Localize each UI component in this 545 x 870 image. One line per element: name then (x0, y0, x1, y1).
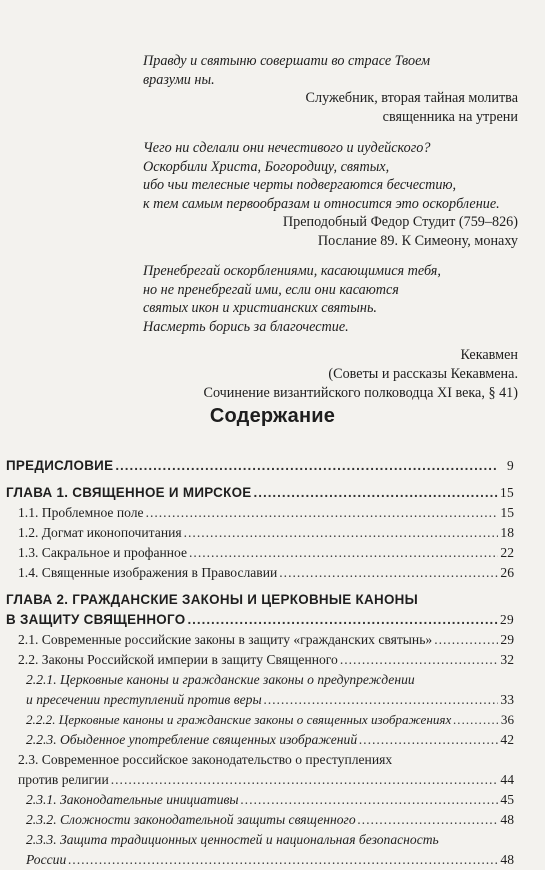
toc-page-number: 33 (500, 692, 514, 707)
epigraph-line: Правду и святыню совершати во страсе Твоем (143, 53, 431, 69)
toc-entry-1-4[interactable] (6, 563, 514, 583)
toc-entry-title: 1.4. Священные изображения в Православии (18, 565, 278, 580)
toc-entry-title: 1.2. Догмат иконопочитания (18, 525, 182, 540)
toc-entry-chapter-1[interactable] (6, 483, 514, 503)
toc-entry-title: 2.3.1. Законодательные инициативы (26, 792, 239, 807)
epigraph-line: вразуми ны. (143, 71, 215, 88)
toc-page-number: 15 (500, 485, 514, 500)
epigraph-attribution: священника на утрени (382, 108, 518, 125)
epigraph-line: Пренебрегай оскорблениями, касающимися тебя, (143, 263, 441, 279)
toc-entry-preface[interactable] (6, 456, 514, 476)
epigraph-line: ибо чьи телесные черты подвергаются бесчестию, (143, 177, 457, 194)
toc-dot-leader (340, 650, 498, 670)
toc-entry-2-2[interactable] (6, 650, 514, 670)
toc-dot-leader (254, 483, 498, 503)
toc-entry-title: 2.2.2. Церковные каноны и гражданские законы о священных изображениях (26, 712, 452, 727)
epigraph-line: Насмерть борись за благочестие. (143, 318, 349, 335)
toc-entry-2-3-line1[interactable]: 2.3. Современное российское законодательство о преступлениях (18, 752, 393, 767)
toc-page-number: 26 (500, 565, 514, 580)
toc-entry-chapter-2-line1[interactable]: ГЛАВА 2. ГРАЖДАНСКИЕ ЗАКОНЫ И ЦЕРКОВНЫЕ КАНОНЫ (6, 592, 419, 607)
toc-page-number: 48 (500, 812, 514, 827)
epigraph-attribution: Преподобный Федор Студит (759–826) (282, 214, 518, 231)
epigraph-line: святых икон и христианских святынь. (143, 300, 377, 317)
toc-dot-leader (241, 790, 498, 810)
toc-entry-title: 2.1. Современные российские законы в защиту «гражданских святынь» (18, 632, 433, 647)
toc-entry-title: ГЛАВА 1. СВЯЩЕННОЕ И МИРСКОЕ (6, 485, 252, 500)
epigraph-attribution: Кекавмен (460, 347, 518, 364)
toc-page-number: 36 (500, 712, 514, 727)
epigraph-line: Оскорбили Христа, Богородицу, святых, (143, 158, 390, 175)
toc-dot-leader (187, 610, 498, 630)
toc-entry-2-2-1-line1[interactable]: 2.2.1. Церковные каноны и гражданские законы о предупреждении (26, 672, 415, 687)
toc-dot-leader (115, 456, 498, 476)
epigraph-attribution: Сочинение византийского полководца XI века, § 41) (203, 384, 518, 401)
toc-page-number: 18 (500, 525, 514, 540)
toc-page-number: 9 (507, 458, 514, 473)
table-of-contents (6, 456, 514, 870)
epigraph-line: но не пренебрегай ими, если они касаются (143, 281, 399, 298)
toc-entry-title: 1.3. Сакральное и профанное (18, 545, 188, 560)
epigraph-line: к тем самым первообразам и относится это оскорбление. (143, 195, 500, 212)
toc-dot-leader (264, 690, 498, 710)
toc-page-number: 45 (500, 792, 514, 807)
toc-dot-leader (68, 850, 498, 870)
toc-dot-leader (358, 810, 498, 830)
epigraph-attribution: Послание 89. К Симеону, монаху (317, 232, 518, 249)
toc-dot-leader (453, 710, 498, 730)
toc-entry-title: 2.2.3. Обыденное употребление священных изображений (26, 732, 358, 747)
epigraph-line: Чего ни сделали они нечестивого и иудейского? (143, 140, 431, 156)
toc-entry-title: против религии (18, 772, 109, 787)
toc-entry-2-3-3-line1[interactable]: 2.3.3. Защита традиционных ценностей и национальная безопасность (26, 832, 439, 847)
toc-page-number: 44 (500, 772, 514, 787)
toc-entry-title: В ЗАЩИТУ СВЯЩЕННОГО (6, 612, 186, 627)
toc-entry-2-3-1[interactable] (6, 790, 514, 810)
toc-entry-1-3[interactable] (6, 543, 514, 563)
toc-entry-2-2-1[interactable] (6, 690, 514, 710)
toc-dot-leader (279, 563, 498, 583)
toc-dot-leader (359, 730, 498, 750)
toc-entry-2-3-2[interactable] (6, 810, 514, 830)
epigraph-2 (143, 139, 518, 251)
epigraph-attribution: (Советы и рассказы Кекавмена. (328, 365, 518, 382)
epigraph-3 (143, 262, 518, 402)
toc-dot-leader (111, 770, 498, 790)
toc-dot-leader (146, 503, 498, 523)
toc-entry-2-2-3[interactable] (6, 730, 514, 750)
toc-entry-title: и пресечении преступлений против веры (26, 692, 262, 707)
toc-entry-1-2[interactable] (6, 523, 514, 543)
toc-entry-2-2-2[interactable] (6, 710, 514, 730)
toc-entry-2-1[interactable] (6, 630, 514, 650)
toc-entry-2-3[interactable] (6, 770, 514, 790)
toc-entry-chapter-2[interactable] (6, 610, 514, 630)
toc-entry-2-3-3[interactable] (6, 850, 514, 870)
toc-entry-title: 2.2. Законы Российской империи в защиту Священного (18, 652, 338, 667)
toc-page-number: 42 (500, 732, 514, 747)
toc-entry-1-1[interactable] (6, 503, 514, 523)
epigraph-1 (143, 52, 518, 126)
toc-dot-leader (184, 523, 498, 543)
toc-page-number: 29 (500, 632, 514, 647)
toc-page-number: 48 (500, 852, 514, 867)
toc-entry-title: 2.3.2. Сложности законодательной защиты священного (26, 812, 356, 827)
toc-page-number: 29 (500, 612, 514, 627)
toc-entry-title: России (26, 852, 67, 867)
toc-page-number: 15 (500, 505, 514, 520)
toc-dot-leader (189, 543, 498, 563)
toc-dot-leader (434, 630, 498, 650)
toc-page-number: 32 (500, 652, 514, 667)
toc-entry-title: 1.1. Проблемное поле (18, 505, 144, 520)
contents-title: Содержание (209, 405, 336, 427)
toc-page-number: 22 (500, 545, 514, 560)
epigraph-attribution: Служебник, вторая тайная молитва (305, 90, 518, 107)
toc-entry-title: ПРЕДИСЛОВИЕ (6, 458, 114, 473)
